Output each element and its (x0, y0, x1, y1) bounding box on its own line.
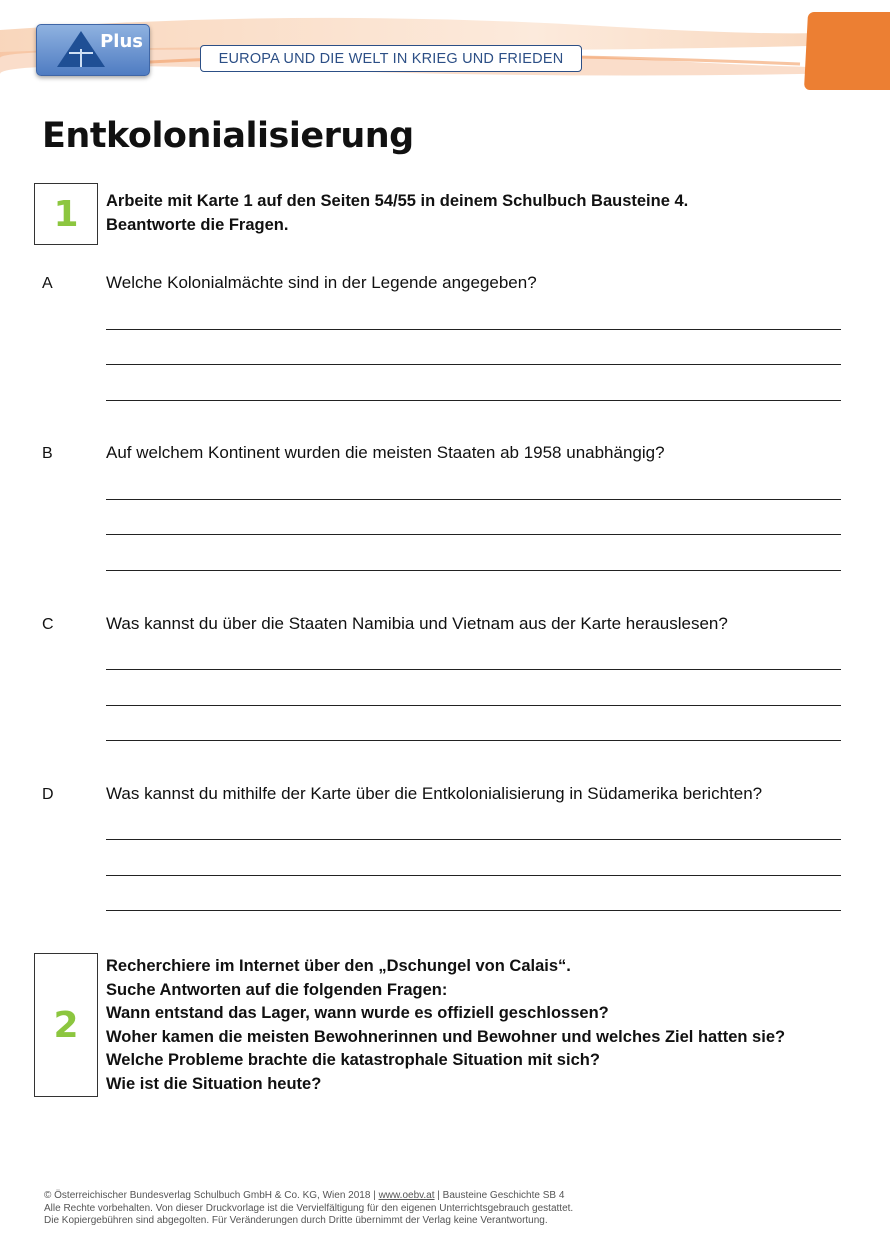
footer-line-1 (44, 1190, 573, 1203)
question-c-letter: C (42, 616, 54, 633)
logo-text: Plus (100, 31, 143, 52)
answer-line-c-2[interactable] (106, 705, 841, 706)
answer-line-b-1[interactable] (106, 499, 841, 500)
task-2-line-6: Wie ist die Situation heute? (106, 1074, 322, 1093)
task-2-line-3: Wann entstand das Lager, wann wurde es offiziell geschlossen? (106, 1004, 609, 1022)
answer-line-d-3[interactable] (106, 910, 841, 911)
task-1-instructions (106, 190, 688, 237)
question-b-text: Auf welchem Kontinent wurden die meisten Staaten ab 1958 unabhängig? (106, 443, 665, 462)
answer-line-d-1[interactable] (106, 839, 841, 840)
footer-line-3: Die Kopiergebühren sind abgegolten. Für Veränderungen durch Dritte übernimmt der Verlag keine Verantwortung. (44, 1215, 548, 1226)
page-title: Entkolonialisierung (42, 116, 414, 156)
task-1-line-2: Beantworte die Fragen. (106, 215, 289, 234)
publisher-link[interactable]: www.oebv.at (378, 1190, 435, 1201)
answer-line-c-3[interactable] (106, 740, 841, 741)
answer-line-a-3[interactable] (106, 400, 841, 401)
footer-line-2: Alle Rechte vorbehalten. Von dieser Druckvorlage ist die Vervielfältigung für den eigenen Unterrichtsgebrauch gestattet. (44, 1202, 574, 1214)
answer-line-a-2[interactable] (106, 364, 841, 365)
answer-line-b-3[interactable] (106, 570, 841, 571)
question-a-letter: A (42, 275, 53, 292)
task-number-2: 2 (34, 953, 98, 1097)
answer-line-d-2[interactable] (106, 875, 841, 876)
task-2-line-5: Welche Probleme brachte die katastrophale Situation mit sich? (106, 1051, 600, 1069)
question-d-text: Was kannst du mithilfe der Karte über die Entkolonialisierung in Südamerika berichten? (106, 784, 763, 803)
task-1-line-1: Arbeite mit Karte 1 auf den Seiten 54/55 in deinem Schulbuch Bausteine 4. (106, 192, 689, 210)
question-b-letter: B (42, 445, 53, 462)
question-a-text: Welche Kolonialmächte sind in der Legende angegeben? (106, 273, 537, 292)
question-c-text: Was kannst du über die Staaten Namibia und Vietnam aus der Karte herauslesen? (106, 614, 728, 633)
publisher-logo (36, 24, 150, 76)
answer-line-b-2[interactable] (106, 534, 841, 535)
answer-line-c-1[interactable] (106, 669, 841, 670)
question-d-letter: D (42, 786, 54, 803)
copyright-footer (44, 1190, 573, 1228)
answer-line-a-1[interactable] (106, 329, 841, 330)
task-2-instructions (106, 955, 785, 1096)
task-2-line-1: Recherchiere im Internet über den „Dschungel von Calais“. (106, 957, 571, 975)
series-title: EUROPA UND DIE WELT IN KRIEG UND FRIEDEN (200, 45, 582, 72)
footer-book: | Bausteine Geschichte SB 4 (434, 1190, 565, 1201)
header-orange-tab (804, 12, 890, 90)
task-2-line-2: Suche Antworten auf die folgenden Fragen: (106, 980, 448, 999)
footer-copyright: © Österreichischer Bundesverlag Schulbuch GmbH & Co. KG, Wien 2018 | (44, 1190, 379, 1201)
task-2-line-4: Woher kamen die meisten Bewohnerinnen und Bewohner und welches Ziel hatten sie? (106, 1027, 786, 1046)
task-number-1: 1 (34, 183, 98, 245)
